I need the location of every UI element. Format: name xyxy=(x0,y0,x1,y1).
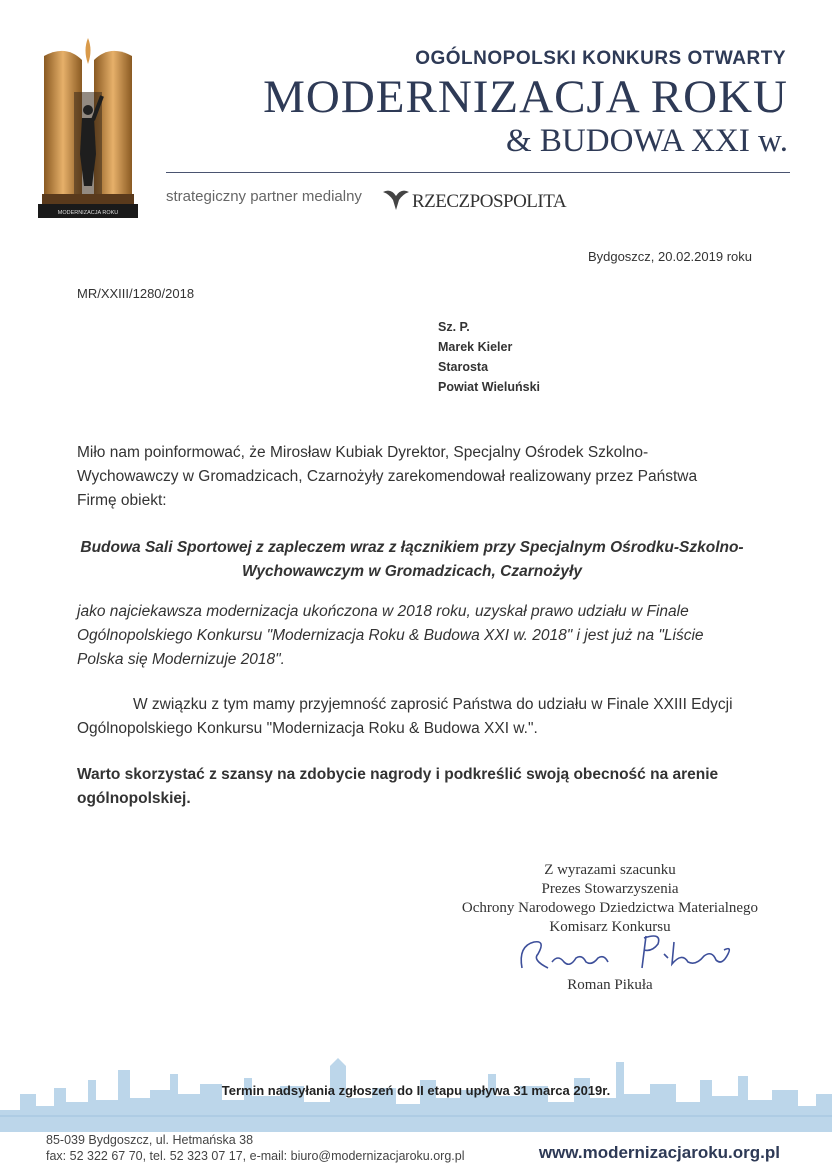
recipient-name: Marek Kieler xyxy=(438,340,513,354)
eagle-icon xyxy=(381,186,411,212)
signature-greeting: Z wyrazami szacunku xyxy=(544,862,676,878)
result-paragraph: jako najciekawsza modernizacja ukończona w 2018 roku, uzyskał prawo udziału w Finale Ogólnopolskiego Konkursu "Modernizacja Roku & Budowa XXI w. 2018" i jest już na "Liście Polska się Modernizuje 2018". xyxy=(77,603,704,668)
signature-title-2: Ochrony Narodowego Dziedzictwa Materialnego xyxy=(461,900,759,916)
signature-title-1: Prezes Stowarzyszenia xyxy=(541,881,679,897)
recipient-salutation: Sz. P. xyxy=(438,320,470,334)
footer-address: 85-039 Bydgoszcz, ul. Hetmańska 38 xyxy=(46,1133,254,1147)
closing-paragraph: Warto skorzystać z szansy na zdobycie nagrody i podkreślić swoją obecność na arenie ogólnopolskiej. xyxy=(77,766,719,807)
recipient-position: Starosta xyxy=(438,360,489,374)
reference-number: MR/XXIII/1280/2018 xyxy=(77,286,195,301)
trophy-plate-text: MODERNIZACJA ROKU xyxy=(57,210,119,216)
handwritten-signature xyxy=(512,928,742,978)
contest-type: OGÓLNOPOLSKI KONKURS OTWARTY xyxy=(415,48,786,69)
media-partner-name: RZECZPOSPOLITA xyxy=(412,191,567,212)
letter-date: Bydgoszcz, 20.02.2019 roku xyxy=(587,249,752,264)
invitation-paragraph: W związku z tym mamy przyjemność zaprosić Państwa do udziału w Finale XXIII Edycji Ogólnopolskiego Konkursu "Modernizacja Roku & Budowa XXI w.". xyxy=(77,696,733,737)
signature-title-3: Komisarz Konkursu xyxy=(549,919,671,935)
contest-title: MODERNIZACJA ROKU xyxy=(263,71,788,123)
project-title: Budowa Sali Sportowej z zapleczem wraz z łącznikiem przy Specjalnym Ośrodku-Szkolno-Wychowawczym w Gromadzicach, Czarnożyły xyxy=(80,539,744,580)
contest-subtitle: & BUDOWA XXI w. xyxy=(505,123,788,159)
header-divider xyxy=(166,172,790,173)
submission-deadline: Termin nadsyłania zgłoszeń do II etapu upływa 31 marca 2019r. xyxy=(221,1083,611,1098)
signatory-name: Roman Pikuła xyxy=(567,977,653,993)
intro-paragraph: Miło nam poinformować, że Mirosław Kubiak Dyrektor, Specjalny Ośrodek Szkolno-Wychowawczy w Gromadzicach, Czarnożyły zarekomendował realizowany przez Państwa Firmę obiekt: xyxy=(77,444,698,509)
website-link[interactable]: www.modernizacjaroku.org.pl xyxy=(538,1143,780,1162)
media-partner-label: strategiczny partner medialny xyxy=(166,188,362,205)
recipient-office: Powiat Wieluński xyxy=(438,380,540,394)
footer-contact: fax: 52 322 67 70, tel. 52 323 07 17, e-mail: biuro@modernizacjaroku.org.pl xyxy=(46,1149,465,1163)
trophy-logo xyxy=(38,36,138,218)
